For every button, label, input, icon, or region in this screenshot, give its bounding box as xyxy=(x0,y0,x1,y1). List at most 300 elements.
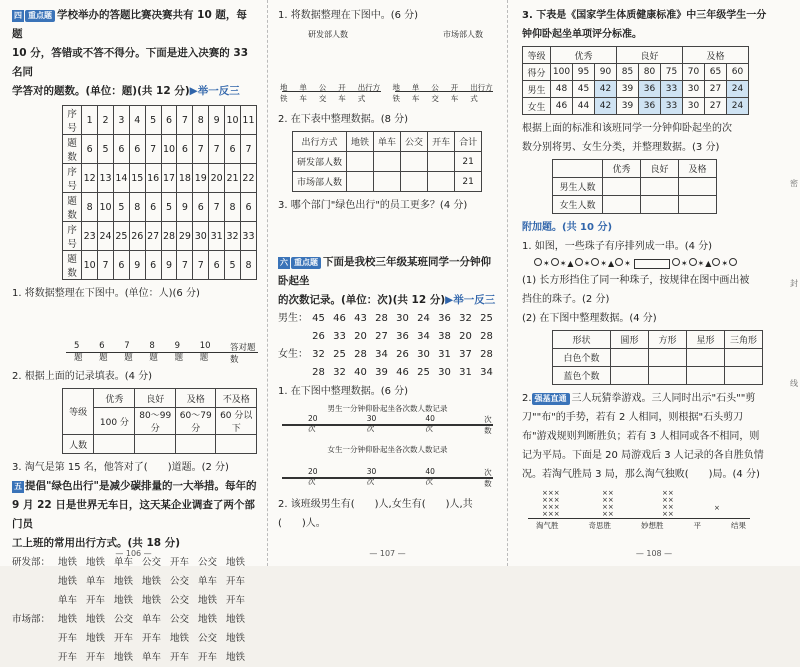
hidden-bead-rectangle[interactable] xyxy=(634,259,670,269)
table-cell: 29 xyxy=(177,222,193,251)
bead-icon xyxy=(672,258,680,266)
list-item: 开车 xyxy=(198,652,218,663)
chart-axis-1 xyxy=(278,80,385,106)
list-item: 地铁 xyxy=(114,652,134,663)
arrow-icon: ▶ xyxy=(445,294,454,306)
record-label xyxy=(278,328,308,346)
table-cell: 8 xyxy=(225,193,241,222)
row-header: 女生 xyxy=(523,98,551,115)
axis-tick: 6题 xyxy=(99,341,108,363)
record-value: 36 xyxy=(396,331,409,342)
answers-table xyxy=(62,105,257,280)
classify-table: 优秀 良好 及格 男生人数 女生人数 xyxy=(552,159,717,214)
page-number: — 106 — xyxy=(115,549,152,558)
table-cell: 27 xyxy=(705,98,727,115)
list-row xyxy=(12,610,257,629)
row-header: 题数 xyxy=(63,135,82,164)
bead-icon xyxy=(551,258,559,266)
axis-tick: 7题 xyxy=(124,341,133,363)
dept-label: 市场部： xyxy=(12,614,51,625)
extra-question-1-1: (1) 长方形挡住了同一种珠子，按规律在图中画出被 挡住的珠子。(2 分) xyxy=(522,275,750,305)
table-cell: 7 xyxy=(177,106,193,135)
record-value: 32 xyxy=(333,367,346,378)
dept-label xyxy=(12,572,58,591)
bead-icon xyxy=(615,258,623,266)
table-cell: 30 xyxy=(683,81,705,98)
table-cell: 45 xyxy=(573,81,595,98)
table-cell: 5 xyxy=(161,193,177,222)
record-value: 30 xyxy=(417,349,430,360)
question-4-1: 1. 将数据整理在下图中。(单位：人)(6 分) xyxy=(12,288,200,299)
page-number: — 107 — xyxy=(369,549,406,558)
axis-tick: 答对题数 xyxy=(229,343,256,365)
table-cell: 7 xyxy=(98,251,114,280)
list-item: 公交 xyxy=(170,614,190,625)
table-cell: 25 xyxy=(113,222,129,251)
record-value: 31 xyxy=(438,349,451,360)
table-cell: 8 xyxy=(129,193,145,222)
list-item: 单车 xyxy=(142,614,162,625)
table-cell: 24 xyxy=(98,222,114,251)
record-value: 36 xyxy=(438,313,451,324)
table-cell: 19 xyxy=(193,164,209,193)
table-row xyxy=(63,193,257,222)
table-cell: 42 xyxy=(595,98,617,115)
table-cell: 9 xyxy=(161,251,177,280)
record-value: 25 xyxy=(480,313,493,324)
list-item: 地铁 xyxy=(142,576,162,587)
list-item: 开车 xyxy=(114,633,134,644)
table-cell: 9 xyxy=(209,106,225,135)
question-6-2: 2. 该班级男生有( )人,女生有( )人,共( )人。 xyxy=(278,499,473,529)
table-cell: 6 xyxy=(113,251,129,280)
axis-tick: 单车 xyxy=(299,83,307,103)
table-cell: 13 xyxy=(98,164,114,193)
table-cell: 90 xyxy=(595,64,617,81)
bead-icon: ▲ xyxy=(607,259,615,268)
record-value: 33 xyxy=(333,331,346,342)
question-5-intro: 五 提倡"绿色出行"是减少碳排量的一大举措。每年的 9 月 22 日是世界无车日，这天某企业调查了两个部门员 工上班的常用出行方式。(共 18 分) xyxy=(12,480,257,549)
axis-tick: 地铁 xyxy=(280,83,288,103)
list-item: 开车 xyxy=(86,652,106,663)
table-cell: 95 xyxy=(573,64,595,81)
arrow-icon: ▶ xyxy=(189,85,198,97)
table-cell: 24 xyxy=(727,98,749,115)
list-item: 开车 xyxy=(58,633,78,644)
table-cell: 10 xyxy=(98,193,114,222)
record-value: 46 xyxy=(333,313,346,324)
bead-icon: ✶ xyxy=(583,259,591,268)
bead-icon xyxy=(689,258,697,266)
table-cell: 7 xyxy=(209,193,225,222)
list-item: 地铁 xyxy=(142,595,162,606)
table-cell: 6 xyxy=(129,135,145,164)
table-cell: 48 xyxy=(551,81,573,98)
list-item: 地铁 xyxy=(170,633,190,644)
question-6-1: 1. 在下图中整理数据。(6 分) xyxy=(278,386,409,397)
bead-icon: ✶ xyxy=(543,259,550,268)
column-header: 开车 xyxy=(428,132,455,152)
table-row xyxy=(63,106,257,135)
list-row xyxy=(12,648,257,667)
dot-plot-axis-2 xyxy=(278,467,497,489)
axis-tick: 开车 xyxy=(338,83,346,103)
table-cell: 6 xyxy=(161,106,177,135)
dot-plot-axis-1 xyxy=(278,414,497,436)
table-row xyxy=(523,64,749,81)
table-cell: 10 xyxy=(225,106,241,135)
table-cell: 7 xyxy=(193,251,209,280)
list-item: 开车 xyxy=(142,633,162,644)
axis-tick: 开车 xyxy=(450,83,459,103)
record-value: 20 xyxy=(354,331,367,342)
table-cell: 15 xyxy=(129,164,145,193)
bead-icon xyxy=(534,258,542,266)
list-item: 公交 xyxy=(114,614,134,625)
table-cell: 100 xyxy=(551,64,573,81)
table-cell: 5 xyxy=(113,193,129,222)
table-cell: 42 xyxy=(595,81,617,98)
seal-mark: 密 xyxy=(790,179,798,188)
table-row xyxy=(63,251,257,280)
record-value: 26 xyxy=(312,331,325,342)
dept-label xyxy=(12,591,58,610)
table-cell: 33 xyxy=(240,222,256,251)
tally-label: 淘气胜 xyxy=(536,521,559,530)
record-value: 28 xyxy=(375,313,388,324)
dept-label xyxy=(12,629,58,648)
column-header: 单车 xyxy=(374,132,401,152)
axis-tick: 10题 xyxy=(199,341,211,363)
question-3-intro: 3. 下表是《国家学生体质健康标准》中三年级学生一分 钟仰卧起坐单项评分标准。 xyxy=(522,10,767,40)
list-item: 开车 xyxy=(86,595,106,606)
question-6-intro: 六 重点题 下面是我校三年级某班同学一分钟仰卧起坐 的次数记录。(单位：次)(共 12 分)▶举一反三 xyxy=(278,256,496,306)
axis-tick: 出行方式 xyxy=(470,83,493,103)
table-cell: 28 xyxy=(161,222,177,251)
commute-list xyxy=(12,553,257,667)
table-cell: 5 xyxy=(98,135,114,164)
table-cell: 7 xyxy=(177,251,193,280)
column-header: 三角形 xyxy=(725,331,763,349)
list-item: 地铁 xyxy=(226,652,246,663)
list-item: 单车 xyxy=(114,557,134,568)
list-item: 公交 xyxy=(198,633,218,644)
related-link[interactable]: 举一反三 xyxy=(197,85,240,97)
record-row xyxy=(278,346,497,364)
bead-icon xyxy=(712,258,720,266)
list-item: 地铁 xyxy=(58,576,78,587)
table-cell: 44 xyxy=(573,98,595,115)
table-cell: 7 xyxy=(209,135,225,164)
extra-question-1: 1. 如图，一些珠子有序排列成一串。(4 分) xyxy=(522,241,713,252)
record-value: 45 xyxy=(312,313,325,324)
table-cell: 8 xyxy=(193,106,209,135)
table-cell: 8 xyxy=(82,193,98,222)
table-cell: 18 xyxy=(177,164,193,193)
list-item: 公交 xyxy=(198,557,218,568)
table-cell: 33 xyxy=(661,98,683,115)
axis-tick: 20次 xyxy=(308,414,318,433)
table-cell: 85 xyxy=(617,64,639,81)
record-label: 女生： xyxy=(278,349,308,360)
question-4-3: 3. 淘气是第 15 名，他答对了( )道题。(2 分) xyxy=(12,462,229,473)
record-value: 30 xyxy=(438,367,451,378)
grade-table: 等级 优秀 良好 及格 不及格 100 分 80～99 分 60～79 分 60 分以下 人数 xyxy=(62,388,257,454)
dept-label: 研发部： xyxy=(12,557,51,568)
axis-tick: 20次 xyxy=(308,467,318,486)
axis-tick: 次数 xyxy=(484,468,492,488)
table-cell: 80 xyxy=(639,64,661,81)
table-cell: 8 xyxy=(240,251,256,280)
list-item: 地铁 xyxy=(114,576,134,587)
table-cell: 36 xyxy=(639,98,661,115)
extra-question-1-2: (2) 在下图中整理数据。(4 分) xyxy=(522,313,657,324)
column-header: 出行方式 xyxy=(293,132,347,152)
list-row xyxy=(12,591,257,610)
record-value: 28 xyxy=(480,349,493,360)
axis-tick: 出行方式 xyxy=(357,83,381,103)
table-row xyxy=(63,164,257,193)
table-cell: 6 xyxy=(145,251,161,280)
table-cell: 70 xyxy=(683,64,705,81)
list-item: 公交 xyxy=(142,557,162,568)
table-cell: 10 xyxy=(82,251,98,280)
table-cell: 39 xyxy=(617,81,639,98)
list-item: 开车 xyxy=(170,557,190,568)
bead-string xyxy=(534,258,790,269)
column-header: 地铁 xyxy=(347,132,374,152)
list-item: 地铁 xyxy=(114,595,134,606)
axis-tick: 8题 xyxy=(149,341,158,363)
question-4-intro: 四 重点题 学校举办的答题比赛决赛共有 10 题，每题 10 分，答错或不答不得分。下面是进入决赛的 33 名同 学答对的题数。(单位：题)(共 12 分)▶举一反三 xyxy=(12,9,249,97)
bead-icon xyxy=(729,258,737,266)
record-value: 38 xyxy=(438,331,451,342)
table-cell: 26 xyxy=(129,222,145,251)
table-cell: 23 xyxy=(82,222,98,251)
table-cell: 36 xyxy=(639,81,661,98)
list-item: 地铁 xyxy=(58,614,78,625)
dept-label xyxy=(12,648,58,667)
table-cell: 6 xyxy=(177,135,193,164)
question-3-text: 根据上面的标准和该班同学一分钟仰卧起坐的次 数分别将男、女生分类，并整理数据。(3 分) xyxy=(522,123,732,153)
bead-icon: ✶ xyxy=(624,259,631,268)
record-label xyxy=(278,364,308,382)
tally-label: 平 xyxy=(693,521,701,530)
list-item: 地铁 xyxy=(226,557,246,568)
question-5-3: 3. 哪个部门"绿色出行"的员工更多？(4 分) xyxy=(278,200,468,211)
axis-tick: 40次 xyxy=(425,414,435,433)
bead-icon: ✶ xyxy=(559,259,567,268)
list-item: 地铁 xyxy=(86,614,106,625)
list-item: 单车 xyxy=(198,576,218,587)
table-row xyxy=(63,222,257,251)
key-question-tag: 重点题 xyxy=(25,10,55,22)
standard-table: 等级 优秀 良好 及格 得分 100 95 90 85 80 75 70 65 60 男生 48 45 42 39 36 33 30 27 24 女生 46 44 42 39 36 33 30 27 24 xyxy=(522,46,749,115)
list-item: 开车 xyxy=(170,652,190,663)
list-item: 单车 xyxy=(86,576,106,587)
record-value: 30 xyxy=(396,313,409,324)
record-row xyxy=(278,364,497,382)
axis-tick: 30次 xyxy=(366,467,377,486)
record-label: 男生： xyxy=(278,313,308,324)
table-cell: 17 xyxy=(161,164,177,193)
record-value: 34 xyxy=(417,331,430,342)
row-header: 男生 xyxy=(523,81,551,98)
table-cell: 75 xyxy=(661,64,683,81)
record-value: 46 xyxy=(396,367,409,378)
bead-icon: ▲ xyxy=(567,259,574,268)
record-value: 40 xyxy=(354,367,367,378)
commute-table: 出行方式 地铁 单车 公交 开车 合计 研发部人数 21 市场部人数 21 xyxy=(292,131,482,192)
list-item: 开车 xyxy=(226,595,246,606)
record-value: 20 xyxy=(459,331,472,342)
question-number: 四 xyxy=(14,11,22,20)
table-cell: 6 xyxy=(240,193,256,222)
chart-axis-2 xyxy=(391,80,498,106)
list-item: 单车 xyxy=(58,595,78,606)
table-cell: 65 xyxy=(705,64,727,81)
column-header: 方形 xyxy=(649,331,687,349)
bead-icon: ✶ xyxy=(600,259,607,268)
table-cell: 6 xyxy=(113,135,129,164)
column-header: 公交 xyxy=(401,132,428,152)
table-cell: 31 xyxy=(209,222,225,251)
table-cell: 4 xyxy=(129,106,145,135)
extra-section-title: 附加题。(共 10 分) xyxy=(522,222,613,233)
table-cell: 5 xyxy=(145,106,161,135)
table-cell: 27 xyxy=(705,81,727,98)
table-cell: 9 xyxy=(129,251,145,280)
row-header: 得分 xyxy=(523,64,551,81)
table-cell: 12 xyxy=(82,164,98,193)
record-value: 31 xyxy=(459,367,472,378)
table-cell: 22 xyxy=(240,164,256,193)
axis-tick: 5题 xyxy=(74,341,83,363)
table-row xyxy=(523,98,749,115)
table-cell: 39 xyxy=(617,98,639,115)
list-row xyxy=(12,629,257,648)
column-header: 星形 xyxy=(687,331,725,349)
question-5-1: 1. 将数据整理在下图中。(6 分) xyxy=(278,10,419,21)
extra-question-2: 2. 强基直通 三人玩猜拳游戏。三人同时出示"石头""剪 刀""布"的手势，若有 2 人相同，则根据"石头剪刀 布"游戏规则判断胜负；若有 3 人相同或各不相同，则 记为平局。下面是 20 局游戏后 3 人记录的各自胜负情 况。若淘气胜局 3 局，那么淘气独败( )局。(4 分) xyxy=(522,393,764,480)
list-item: 地铁 xyxy=(226,633,246,644)
related-link[interactable]: 举一反三 xyxy=(453,294,496,306)
table-cell: 21 xyxy=(225,164,241,193)
table-cell: 9 xyxy=(177,193,193,222)
record-value: 25 xyxy=(333,349,346,360)
list-item: 公交 xyxy=(170,576,190,587)
question-number: 五 xyxy=(14,482,22,491)
record-value: 28 xyxy=(354,349,367,360)
list-item: 单车 xyxy=(142,652,162,663)
record-value: 34 xyxy=(480,367,493,378)
record-row xyxy=(278,310,497,328)
list-item: 地铁 xyxy=(198,595,218,606)
table-row xyxy=(63,135,257,164)
bead-icon: ✶ xyxy=(697,259,705,268)
table-cell: 7 xyxy=(145,135,161,164)
table-cell: 1 xyxy=(82,106,98,135)
table-cell: 6 xyxy=(145,193,161,222)
row-header: 题数 xyxy=(63,193,82,222)
column-header: 形状 xyxy=(553,331,611,349)
row-header: 序号 xyxy=(63,106,82,135)
list-item: 地铁 xyxy=(198,614,218,625)
record-value: 39 xyxy=(375,367,388,378)
table-cell: 16 xyxy=(145,164,161,193)
row-header: 序号 xyxy=(63,164,82,193)
table-cell: 14 xyxy=(113,164,129,193)
record-value: 28 xyxy=(480,331,493,342)
record-value: 32 xyxy=(312,349,325,360)
table-cell: 5 xyxy=(225,251,241,280)
record-value: 28 xyxy=(312,367,325,378)
table-cell: 46 xyxy=(551,98,573,115)
bead-icon: ✶ xyxy=(680,259,688,268)
chart-title: 市场部人数 xyxy=(443,30,483,39)
page-107 xyxy=(268,0,508,566)
tally-chart: ××× ××× ××× ××× ×× ×× ×× ×× ×× ×× ×× ×× × 淘气胜 奇思胜 妙想胜 平 结果 xyxy=(522,488,790,526)
axis-tick: 地铁 xyxy=(392,83,400,103)
bead-icon xyxy=(575,258,583,266)
page-106 xyxy=(0,0,268,663)
list-row xyxy=(12,572,257,591)
list-item: 开车 xyxy=(226,576,246,587)
list-item: 地铁 xyxy=(226,614,246,625)
axis-tick: 公交 xyxy=(431,83,439,103)
axis-tick: 单车 xyxy=(411,83,420,103)
situp-records xyxy=(278,310,497,382)
table-cell: 6 xyxy=(209,251,225,280)
table-cell: 30 xyxy=(193,222,209,251)
list-item: 开车 xyxy=(58,652,78,663)
tally-label: 妙想胜 xyxy=(641,521,664,530)
seal-mark: 线 xyxy=(790,379,798,388)
record-value: 32 xyxy=(459,313,472,324)
record-value: 26 xyxy=(396,349,409,360)
column-header: 圆形 xyxy=(611,331,649,349)
column-header: 合计 xyxy=(455,132,482,152)
axis-tick: 次数 xyxy=(484,415,492,435)
table-cell: 11 xyxy=(240,106,256,135)
table-cell: 24 xyxy=(727,81,749,98)
table-cell: 7 xyxy=(193,135,209,164)
question-4-2: 2. 根据上面的记录填表。(4 分) xyxy=(12,371,153,382)
tally-marks: ××× ××× ××× ××× xyxy=(542,489,560,518)
table-cell: 6 xyxy=(225,135,241,164)
list-item: 公交 xyxy=(170,595,190,606)
table-cell: 3 xyxy=(113,106,129,135)
tally-label: 结果 xyxy=(731,521,746,530)
row-header: 题数 xyxy=(63,251,82,280)
axis-tick: 9题 xyxy=(174,341,184,363)
list-item: 地铁 xyxy=(58,557,78,568)
record-row xyxy=(278,328,497,346)
table-cell: 2 xyxy=(98,106,114,135)
dot-plot-title: 男生一分钟仰卧起坐各次数人数记录 xyxy=(327,404,448,413)
table-cell: 27 xyxy=(145,222,161,251)
table-cell: 6 xyxy=(82,135,98,164)
page-108 xyxy=(508,0,800,566)
record-value: 25 xyxy=(417,367,430,378)
table-cell: 10 xyxy=(161,135,177,164)
record-value: 37 xyxy=(459,349,472,360)
shape-table: 形状 圆形 方形 星形 三角形 白色个数 蓝色个数 xyxy=(552,330,763,385)
seal-mark: 封 xyxy=(790,279,798,288)
bead-icon: ▲ xyxy=(705,259,712,268)
dot-plot-title: 女生一分钟仰卧起坐各次数人数记录 xyxy=(327,445,448,454)
table-cell: 30 xyxy=(683,98,705,115)
